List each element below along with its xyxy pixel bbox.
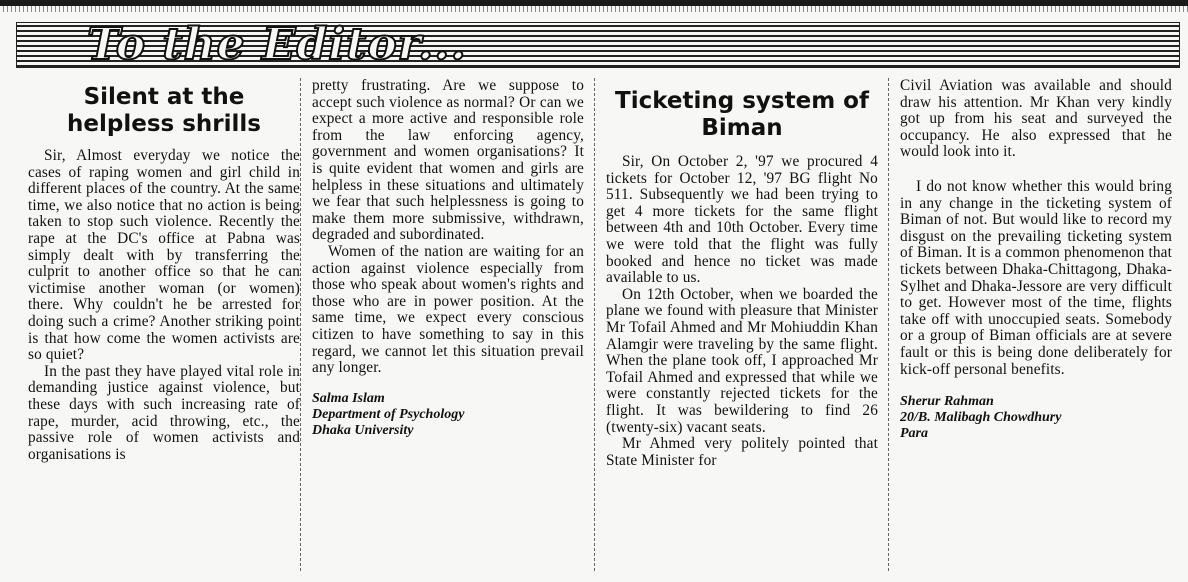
letter-1-paragraph-2: In the past they have played vital role in demanding justice against violence, but these days with such increasing rate of rape, murder, acid throwing, etc., the passive role of women activists and organisations is [28,362,300,463]
column-divider [888,78,889,572]
signature-name: Sherur Rahman [900,394,994,410]
letter-1-paragraph-3: pretty frustrating. Are we suppose to accept such violence as normal? Or can we expect a more active and responsible role from the law enforcing agency, government and women organisations? It is quite evident that women and girls are helpless in these situations and ultimately we fear that such helplessness is going to make them more submissive, withdrawn, degraded and subordinated. [312,78,584,244]
letter-2-paragraph-5: I do not know whether this would bring in any change in the ticketing system of Biman of not. But would like to record my disgust on the prevailing ticketing system of Biman. It is a common phenomenon that tickets between Dhaka-Chittagong, Dhaka-Sylhet and Dhaka-Jessore are very difficult to get. However most of the time, flights take off with unoccupied seats. Somebody or a group of Biman officials are at severe fault or this is being done deliberately for kick-off personal benefits. [900,177,1172,378]
letter-2-signature [900,394,1172,442]
letter-1-paragraph-1: Sir, Almost everyday we notice the cases of raping women and girl child in different places of the country. At the same time, we also notice that no action is being taken to stop such violence. Recently the rape at the DC's office at Pabna was simply dealt with by transferring the culprit to another office so that he can victimise another woman (or women) there. Why couldn't he be arrested for doing such a crime? Another striking point is that how come the women activists are so quiet? [28,147,300,364]
letter-2-column-2 [900,78,1172,578]
signature-line-3: Dhaka University [312,422,414,438]
signature-name: Salma Islam [312,390,385,406]
letter-2-paragraph-4: Civil Aviation was available and should draw his attention. Mr Khan very kindly got up from his seat and surveyed the occupancy. He also expressed that he would look into it. [900,78,1172,161]
letter-1-paragraph-4: Women of the nation are waiting for an action against violence especially from those who speak about women's rights and those who are in power position. At the same time, we expect every conscious citizen to have something to say in this regard, we cannot let this situation prevail any longer. [312,242,584,377]
letter-1-headline: Silent at the helpless shrills [67,84,261,137]
column-divider [594,78,595,572]
signature-line-2: Department of Psychology [312,406,465,422]
top-rule [0,0,1188,6]
letter-2-paragraph-1: Sir, On October 2, '97 we procured 4 tickets for October 12, '97 BG flight No 511. Subsequently we had been trying to get 4 more tickets for the same flight between 4th and 10th October. Every time we were told that the flight was fully booked and hence no ticket was made available to us. [606,153,878,287]
letter-1-column-2 [312,78,584,578]
section-masthead [16,22,1180,68]
letter-2-paragraph-2: On 12th October, when we boarded the plane we found with pleasure that Minister Mr Tofail Ahmed and Mr Mohiuddin Khan Alamgir were traveling by the same flight. When the plane took off, I approached Mr Tofail Ahmed and expressed that while we were constantly rejected tickets for the flight. It was bewildering to find 26 (twenty-six) vacant seats. [606,285,878,436]
letter-2-column-1 [606,78,878,578]
letter-1-column-1 [28,78,300,578]
letter-2-paragraph-3: Mr Ahmed very politely pointed that State Minister for [606,435,878,469]
signature-line-2: 20/B. Malibagh Chowdhury [900,410,1062,426]
letter-1-signature [312,391,584,439]
masthead-title: To the Editor... [87,22,467,68]
signature-line-3: Para [900,426,928,442]
letter-2-headline: Ticketing system of Biman [615,88,869,141]
column-divider [300,78,301,572]
